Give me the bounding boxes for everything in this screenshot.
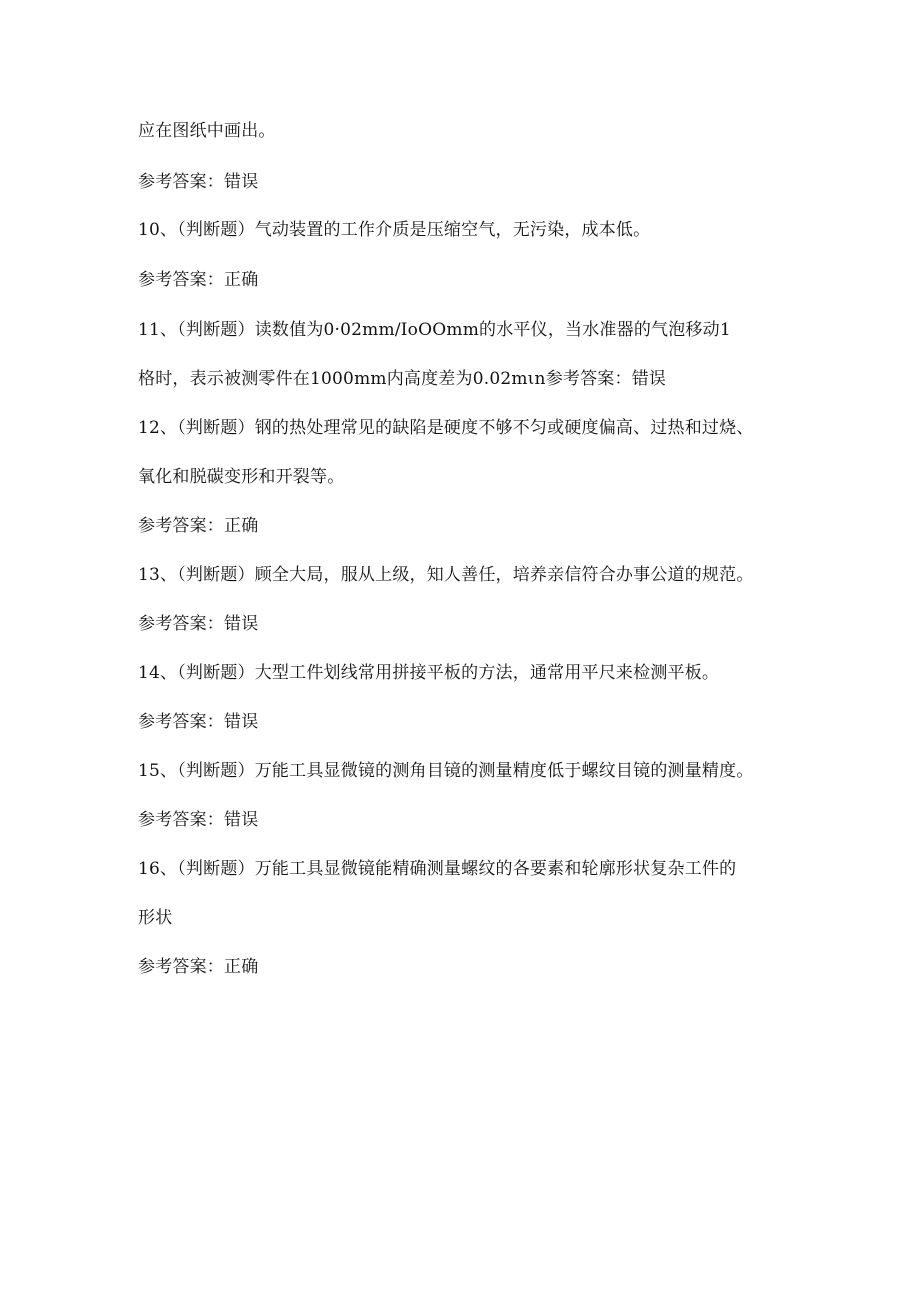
q16-text-continuation: 形状 [138,908,173,928]
q9-answer: 参考答案：错误 [138,172,259,192]
q15-text: 15、（判断题）万能工具显微镜的测角目镜的测量精度低于螺纹目镜的测量精度。 [138,761,754,781]
q12-text-continuation: 氧化和脱碳变形和开裂等。 [138,467,345,487]
q14-text: 14、（判断题）大型工件划线常用拼接平板的方法，通常用平尺来检测平板。 [138,663,720,683]
q11-text-continuation-with-answer: 格时，表示被测零件在1000mm内高度差为0.02mιn参考答案：错误 [138,369,667,389]
q15-answer: 参考答案：错误 [138,810,259,830]
q13-answer: 参考答案：错误 [138,614,259,634]
q9-text-continuation: 应在图纸中画出。 [138,121,276,141]
q12-answer: 参考答案：正确 [138,516,259,536]
q11-text: 11、（判断题）读数值为0·02mm/IoOOmm的水平仪，当水准器的气泡移动1 [138,320,731,340]
q10-answer: 参考答案：正确 [138,270,259,290]
q12-text: 12、（判断题）钢的热处理常见的缺陷是硬度不够不匀或硬度偏高、过热和过烧、 [138,418,754,438]
q10-text: 10、（判断题）气动装置的工作介质是压缩空气，无污染，成本低。 [138,220,651,240]
q16-text: 16、（判断题）万能工具显微镜能精确测量螺纹的各要素和轮廓形状复杂工件的 [138,859,737,879]
q13-text: 13、（判断题）顾全大局，服从上级，知人善任，培养亲信符合办事公道的规范。 [138,565,754,585]
q16-answer: 参考答案：正确 [138,957,259,977]
q14-answer: 参考答案：错误 [138,712,259,732]
